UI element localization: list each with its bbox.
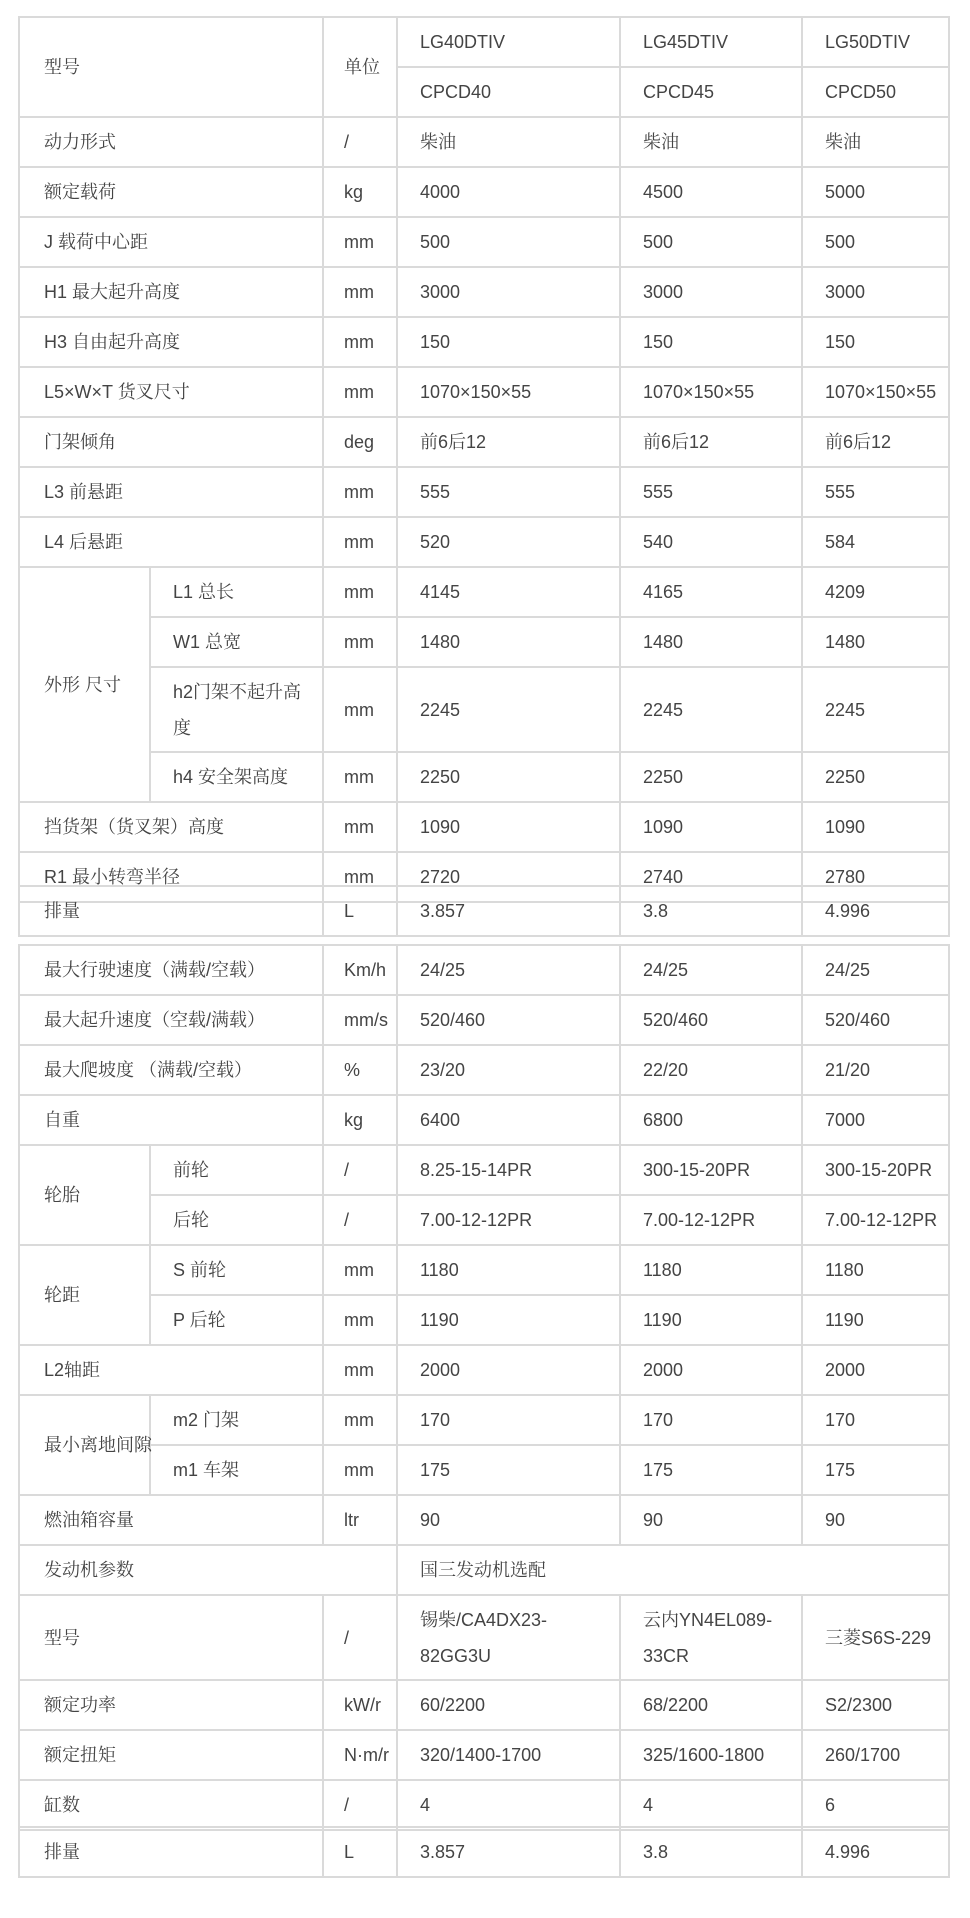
row-unit: kW/r	[323, 1680, 397, 1730]
row-value: 170	[620, 1395, 802, 1445]
row-value: 175	[620, 1445, 802, 1495]
row-value: 555	[620, 467, 802, 517]
row-unit: mm	[323, 217, 397, 267]
row-unit: L	[323, 1827, 397, 1877]
row-label: 燃油箱容量	[19, 1495, 323, 1545]
row-value: 584	[802, 517, 949, 567]
row-value: 520	[397, 517, 620, 567]
row-sublabel: 前轮	[150, 1145, 323, 1195]
engine-option: 国三发动机选配	[397, 1545, 949, 1595]
row-value: 4500	[620, 167, 802, 217]
row-unit: mm	[323, 852, 397, 902]
row-value: 1090	[397, 802, 620, 852]
row-label: 额定扭矩	[19, 1730, 323, 1780]
row-value: 540	[620, 517, 802, 567]
row-value: 3000	[620, 267, 802, 317]
spec-table-part-2	[18, 958, 948, 1816]
row-value: 24/25	[802, 945, 949, 995]
row-value: 7.00-12-12PR	[620, 1195, 802, 1245]
table-row	[19, 617, 949, 667]
row-value: 175	[802, 1445, 949, 1495]
row-value: 7.00-12-12PR	[802, 1195, 949, 1245]
row-value: 2000	[620, 1345, 802, 1395]
row-group-label: 轮胎	[19, 1145, 150, 1245]
row-value: 500	[397, 217, 620, 267]
row-value: 175	[397, 1445, 620, 1495]
row-label: 最大爬坡度 （满载/空载）	[19, 1045, 323, 1095]
row-value	[802, 1595, 949, 1680]
row-value: 320/1400-1700	[397, 1730, 620, 1780]
row-value: 1190	[802, 1295, 949, 1345]
row-label: 动力形式	[19, 117, 323, 167]
cell-text: 云内YN4EL089-33CR	[643, 1609, 773, 1666]
row-value: 22/20	[620, 1045, 802, 1095]
row-value: 4209	[802, 567, 949, 617]
row-value: 4165	[620, 567, 802, 617]
row-value: 8.25-15-14PR	[397, 1145, 620, 1195]
row-label: 排量	[19, 1827, 323, 1877]
row-value: 3.857	[397, 1827, 620, 1877]
row-value: 7000	[802, 1095, 949, 1145]
cell-text: 三菱S6S-229	[825, 1627, 932, 1648]
row-label: L4 后悬距	[19, 517, 323, 567]
row-label: L5×W×T 货叉尺寸	[19, 367, 323, 417]
row-value: 555	[397, 467, 620, 517]
row-unit: mm	[323, 667, 397, 752]
row-value: 500	[620, 217, 802, 267]
table-row	[19, 1595, 949, 1680]
row-value: 555	[802, 467, 949, 517]
table-row	[19, 1827, 949, 1877]
row-label: J 载荷中心距	[19, 217, 323, 267]
table-row	[19, 117, 949, 167]
table-row	[19, 1730, 949, 1780]
row-label: 自重	[19, 1095, 323, 1145]
row-value: 1480	[802, 617, 949, 667]
row-unit: mm	[323, 802, 397, 852]
row-value: 1070×150×55	[397, 367, 620, 417]
cell-text: h2门架不起升高度	[173, 681, 302, 738]
row-value: 柴油	[397, 117, 620, 167]
row-unit: mm	[323, 367, 397, 417]
row-value: 170	[802, 1395, 949, 1445]
row-value: S2/2300	[802, 1680, 949, 1730]
row-value: 60/2200	[397, 1680, 620, 1730]
row-unit: mm	[323, 752, 397, 802]
row-unit: mm	[323, 317, 397, 367]
row-unit: /	[323, 1195, 397, 1245]
row-unit: mm	[323, 1395, 397, 1445]
table-row	[19, 1145, 949, 1195]
row-unit: mm	[323, 517, 397, 567]
table-row	[19, 567, 949, 617]
row-value: 150	[802, 317, 949, 367]
row-unit: ltr	[323, 1495, 397, 1545]
row-unit: mm	[323, 617, 397, 667]
row-unit: L	[323, 886, 397, 936]
row-value: 90	[802, 1495, 949, 1545]
row-value: 4.996	[802, 1827, 949, 1877]
row-unit: mm/s	[323, 995, 397, 1045]
engine-label: 发动机参数	[19, 1545, 397, 1595]
row-unit: mm	[323, 267, 397, 317]
table-row	[19, 1495, 949, 1545]
row-value: 90	[397, 1495, 620, 1545]
table-row	[19, 886, 949, 936]
table-row	[19, 367, 949, 417]
row-sublabel: S 前轮	[150, 1245, 323, 1295]
spec-table-part-1	[18, 16, 948, 887]
row-value: 1090	[620, 802, 802, 852]
row-value: 150	[620, 317, 802, 367]
row-value: 2720	[397, 852, 620, 902]
row-label: 排量	[19, 886, 323, 936]
row-label: 型号	[19, 1595, 323, 1680]
model-name: LG50DTIV	[802, 17, 949, 67]
row-value: 6400	[397, 1095, 620, 1145]
model-code: CPCD40	[397, 67, 620, 117]
table-row	[19, 752, 949, 802]
row-value: 520/460	[397, 995, 620, 1045]
row-value: 24/25	[620, 945, 802, 995]
row-value: 150	[397, 317, 620, 367]
row-sublabel: h4 安全架高度	[150, 752, 323, 802]
row-value: 5000	[802, 167, 949, 217]
row-value: 2000	[802, 1345, 949, 1395]
row-value: 2250	[802, 752, 949, 802]
row-label: L2轴距	[19, 1345, 323, 1395]
row-value: 6	[802, 1780, 949, 1830]
row-value: 4	[397, 1780, 620, 1830]
row-unit: mm	[323, 567, 397, 617]
row-label: 挡货架（货叉架）高度	[19, 802, 323, 852]
row-unit: mm	[323, 1245, 397, 1295]
row-value: 1180	[620, 1245, 802, 1295]
row-value: 2250	[397, 752, 620, 802]
row-label: 额定载荷	[19, 167, 323, 217]
row-value: 3.8	[620, 1827, 802, 1877]
table-row	[19, 517, 949, 567]
row-value: 柴油	[802, 117, 949, 167]
row-group-label: 轮距	[19, 1245, 150, 1345]
row-sublabel: W1 总宽	[150, 617, 323, 667]
row-unit: kg	[323, 167, 397, 217]
row-label: 门架倾角	[19, 417, 323, 467]
row-group-label: 外形 尺寸	[19, 567, 150, 802]
displacement-row-bottom	[18, 1826, 948, 1878]
row-unit: N·m/r	[323, 1730, 397, 1780]
row-value: 68/2200	[620, 1680, 802, 1730]
row-value	[620, 1595, 802, 1680]
row-sublabel: m2 门架	[150, 1395, 323, 1445]
row-unit: mm	[323, 1345, 397, 1395]
cell-text: 锡柴/CA4DX23-82GG3U	[420, 1609, 548, 1666]
row-value: 6800	[620, 1095, 802, 1145]
row-sublabel: P 后轮	[150, 1295, 323, 1345]
row-value: 前6后12	[397, 417, 620, 467]
table-row	[19, 217, 949, 267]
table-row	[19, 1345, 949, 1395]
header-row	[19, 17, 949, 67]
row-unit: /	[323, 1780, 397, 1830]
row-value: 前6后12	[802, 417, 949, 467]
table-row	[19, 1195, 949, 1245]
row-value: 24/25	[397, 945, 620, 995]
row-unit: /	[323, 117, 397, 167]
row-value: 300-15-20PR	[802, 1145, 949, 1195]
row-unit: mm	[323, 1445, 397, 1495]
row-value: 2000	[397, 1345, 620, 1395]
table-row	[19, 317, 949, 367]
row-value: 1480	[397, 617, 620, 667]
table-row	[19, 945, 949, 995]
row-label: H3 自由起升高度	[19, 317, 323, 367]
table-row	[19, 267, 949, 317]
table-row	[19, 1295, 949, 1345]
row-sublabel: L1 总长	[150, 567, 323, 617]
table-row	[19, 1095, 949, 1145]
row-unit: mm	[323, 1295, 397, 1345]
row-value: 4.996	[802, 886, 949, 936]
table-row	[19, 1395, 949, 1445]
table-row	[19, 1445, 949, 1495]
row-sublabel	[150, 667, 323, 752]
row-label: R1 最小转弯半径	[19, 852, 323, 902]
row-value: 4000	[397, 167, 620, 217]
model-code: CPCD50	[802, 67, 949, 117]
unit-header: 单位	[323, 17, 397, 117]
row-value: 2245	[620, 667, 802, 752]
row-value: 325/1600-1800	[620, 1730, 802, 1780]
row-value: 2245	[802, 667, 949, 752]
row-unit: mm	[323, 467, 397, 517]
row-value: 1070×150×55	[620, 367, 802, 417]
row-value: 3000	[397, 267, 620, 317]
table-row	[19, 1780, 949, 1830]
row-label: 额定功率	[19, 1680, 323, 1730]
row-label: L3 前悬距	[19, 467, 323, 517]
row-value	[397, 1595, 620, 1680]
row-value: 2250	[620, 752, 802, 802]
row-value: 520/460	[620, 995, 802, 1045]
row-value: 520/460	[802, 995, 949, 1045]
row-unit: %	[323, 1045, 397, 1095]
row-unit: Km/h	[323, 945, 397, 995]
row-value: 2245	[397, 667, 620, 752]
row-value: 4145	[397, 567, 620, 617]
row-value: 前6后12	[620, 417, 802, 467]
row-unit: /	[323, 1595, 397, 1680]
row-group-label: 最小离地间隙	[19, 1395, 150, 1495]
row-label: 最大起升速度（空载/满载）	[19, 995, 323, 1045]
table-row	[19, 995, 949, 1045]
row-value: 21/20	[802, 1045, 949, 1095]
row-value: 500	[802, 217, 949, 267]
row-value: 4	[620, 1780, 802, 1830]
row-value: 柴油	[620, 117, 802, 167]
row-value: 1190	[397, 1295, 620, 1345]
model-code: CPCD45	[620, 67, 802, 117]
engine-header-row	[19, 1545, 949, 1595]
displacement-row-top	[18, 885, 948, 937]
table-row	[19, 417, 949, 467]
row-label: H1 最大起升高度	[19, 267, 323, 317]
table-row	[19, 1680, 949, 1730]
table-row	[19, 802, 949, 852]
row-value: 23/20	[397, 1045, 620, 1095]
row-value: 260/1700	[802, 1730, 949, 1780]
row-value: 1180	[802, 1245, 949, 1295]
table-row	[19, 167, 949, 217]
row-value: 1090	[802, 802, 949, 852]
row-value: 3.8	[620, 886, 802, 936]
row-value: 7.00-12-12PR	[397, 1195, 620, 1245]
row-value: 1070×150×55	[802, 367, 949, 417]
row-unit: deg	[323, 417, 397, 467]
row-value: 170	[397, 1395, 620, 1445]
model-name: LG45DTIV	[620, 17, 802, 67]
model-name: LG40DTIV	[397, 17, 620, 67]
row-value: 3000	[802, 267, 949, 317]
row-sublabel: 后轮	[150, 1195, 323, 1245]
row-value: 90	[620, 1495, 802, 1545]
row-value: 1190	[620, 1295, 802, 1345]
row-value: 300-15-20PR	[620, 1145, 802, 1195]
row-label: 缸数	[19, 1780, 323, 1830]
row-unit: /	[323, 1145, 397, 1195]
table-row	[19, 1245, 949, 1295]
table-row	[19, 467, 949, 517]
row-value: 2740	[620, 852, 802, 902]
row-value: 2780	[802, 852, 949, 902]
model-header: 型号	[19, 17, 323, 117]
row-value: 3.857	[397, 886, 620, 936]
row-value: 1480	[620, 617, 802, 667]
row-label: 最大行驶速度（满载/空载）	[19, 945, 323, 995]
row-sublabel: m1 车架	[150, 1445, 323, 1495]
row-unit: kg	[323, 1095, 397, 1145]
table-row	[19, 1045, 949, 1095]
row-value: 1180	[397, 1245, 620, 1295]
table-row	[19, 667, 949, 752]
